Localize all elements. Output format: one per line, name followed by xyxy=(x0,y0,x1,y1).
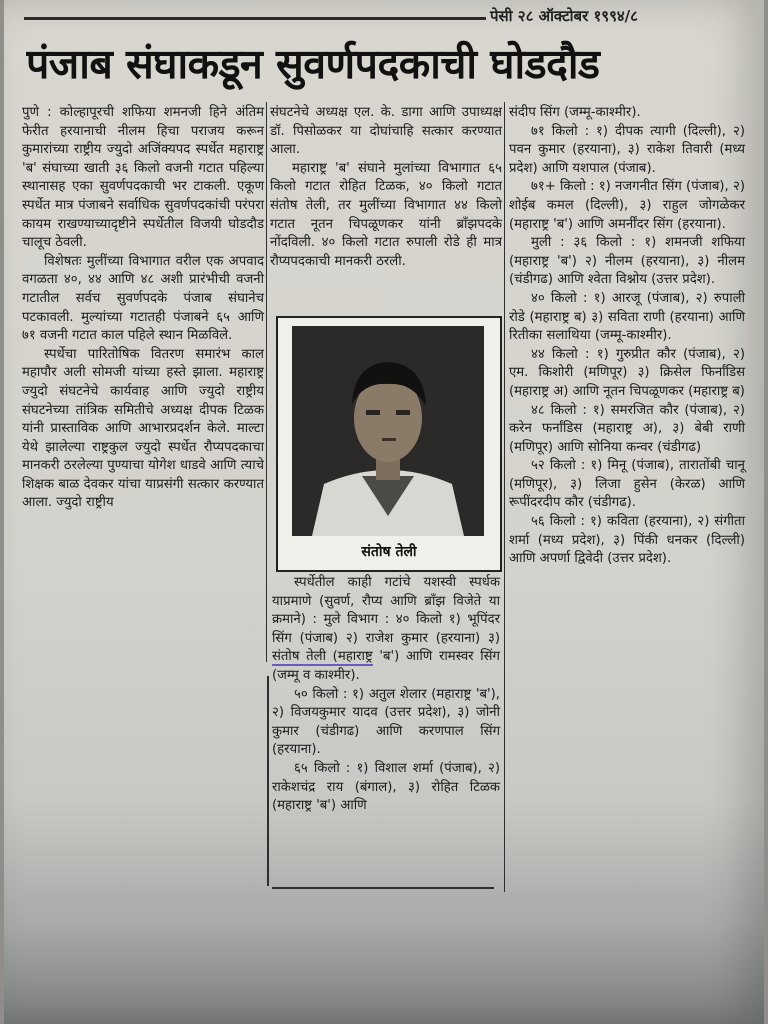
article-paragraph: ६५ किलो : १) विशाल शर्मा (पंजाब), २) राकेशचंद्र राय (बंगाल), ३) रोहित टिळक (महाराष्ट्र 'ब') आणि xyxy=(272,760,500,814)
results-intro: स्पर्धेतील काही गटांचे यशस्वी स्पर्धक याप्रमाणे (सुवर्ण, रौप्य आणि ब्रॉंझ विजेते या क्रमाने) : मुले विभाग : ४० किलो १) भूपिंदर सिंग (पंजाब) २) राजेश कुमार (हरयाना) ३) xyxy=(272,575,500,646)
column-rule-1 xyxy=(266,102,267,662)
dateline: पेसी २८ ऑक्टोबर १९९४/८ xyxy=(490,7,638,25)
article-paragraph: स्पर्धेचा पारितोषिक वितरण समारंभ काल महापौर अली सोमजी यांच्या हस्ते झाला. महाराष्ट्र ज्युदो संघटनेचे कार्यवाह आणि ज्युदो राष्ट्रीय संघटनेच्या तांत्रिक समितीचे अध्यक्ष दीपक टिळक यांनी प्रास्ताविक आणि आभारप्रदर्शन केले. माल्टा येथे झालेल्या राष्ट्रकुल ज्युदो स्पर्धेत रौप्यपदकाचा मानकरी ठरलेल्या पुण्याचा योगेश धाडवे आणि त्याचे शिक्षक बाळ देवकर यांचा याप्रसंगी सत्कार करण्यात आला. ज्युदो राष्ट्रीय xyxy=(22,346,264,511)
column-rule-3 xyxy=(267,676,269,886)
article-paragraph: ५२ किलो : १) मिनू (पंजाब), तारातोंबी चानू (मणिपूर), ३) लिजा हुसेन (केरळ) आणि रूपींदरदीप कौर (चंडीगढ). xyxy=(509,458,745,511)
photo-caption: संतोष तेली xyxy=(361,544,417,560)
photo-frame xyxy=(276,316,502,572)
article-column-2-bottom xyxy=(272,574,500,894)
headline: पंजाब संघाकडून सुवर्णपदकाची घोडदौड xyxy=(26,40,600,88)
article-paragraph: पुणे : कोल्हापूरची शफिया शमनजी हिने अंतिम फेरीत हरयानाची नीलम हिचा पराजय करून कुमारांच्या राष्ट्रीय ज्युदो अजिंक्यपद स्पर्धेत महाराष्ट्र 'ब' संघाच्या खाती ३६ किलो वजनी गटात पहिल्या स्थानासह एका सुवर्णपदकाची भर टाकली. एकूण स्पर्धेत मात्र पंजाबने सर्वाधिक सुवर्णपदकांची परंपरा कायम राखण्याच्यादृष्टीने स्पर्धेतील विजयी घोडदौड चालूच ठेवली. xyxy=(22,105,264,251)
article-paragraph: ४० किलो : १) आरजू (पंजाब), २) रुपाली रोडे (महाराष्ट्र ब) ३) सविता राणी (हरयाना) आणि रितीका सलाथिया (जम्मू-काश्मीर). xyxy=(509,290,745,344)
article-paragraph: ४४ किलो : १) गुरुप्रीत कौर (पंजाब), २) एम. किशोरी (मणिपूर) ३) क्रिसेल फिर्नांडिस (महाराष्ट्र अ) आणि नूतन चिपळूणकर (महाराष्ट्र ब) xyxy=(509,346,745,399)
article-paragraph xyxy=(272,574,500,686)
top-rule xyxy=(24,17,486,20)
article-paragraph: महाराष्ट्र 'ब' संघाने मुलांच्या विभागात ६५ किलो गटात रोहित टिळक, ४० किलो गटात संतोष तेली, तर मुलींच्या विभागात ४४ किलो गटात नूतन चिपळूणकर यांनी ब्रॉंझपदके नोंदविली. ४० किलो गटात रुपाली रोडे ही मात्र रौप्यपदकाची मानकरी ठरली. xyxy=(270,160,502,269)
article-column-2-top xyxy=(270,104,502,314)
article-paragraph: ५० किलो : १) अतुल शेलार (महाराष्ट्र 'ब'), २) विजयकुमार यादव (उत्तर प्रदेश), ३) जोनी कुमार (चंडीगढ) आणि करणपाल सिंग (हरयाना). xyxy=(272,686,500,758)
person-portrait-icon xyxy=(292,326,484,536)
article-paragraph: ४८ किलो : १) समरजित कौर (पंजाब), २) करेन फर्नांडिस (महाराष्ट्र अ), ३) बेबी राणी (मणिपूर) आणि सोनिया कन्वर (चंडीगढ) xyxy=(509,402,745,455)
article-paragraph: ५६ किलो : १) कविता (हरयाना), २) संगीता शर्मा (मध्य प्रदेश), ३) पिंकी धनकर (दिल्ली) आणि अपर्णा द्विवेदी (उत्तर प्रदेश). xyxy=(509,514,745,567)
article-paragraph: ७१ किलो : १) दीपक त्यागी (दिल्ली), २) पवन कुमार (हरयाना), ३) राकेश तिवारी (मध्य प्रदेश) आणि यशपाल (पंजाब). xyxy=(509,123,745,176)
newspaper-clipping xyxy=(4,0,764,1024)
article-paragraph: संघटनेचे अध्यक्ष एल. के. डागा आणि उपाध्यक्ष डॉ. पिसोळकर या दोघांचाहि सत्कार करण्यात आला. xyxy=(270,105,502,158)
portrait-photo xyxy=(292,326,484,536)
article-paragraph: ७१+ किलो : १) नजगनीत सिंग (पंजाब), २) शोईब कमल (दिल्ली), ३) राहुल जोगळेकर (महाराष्ट्र 'ब') आणि अमर्नींदर सिंग (हरयाना). xyxy=(509,179,745,232)
results-after: 'ब') आणि रामस्वर सिंग (जम्मू व काश्मीर). xyxy=(272,649,500,683)
article-paragraph: विशेषतः मुलींच्या विभागात वरील एक अपवाद वगळता ४०, ४४ आणि ४८ अशी प्रारंभीची वजनी गटातील सर्वच सुवर्णपदके पंजाब संघानेच पटकावली. मुल्यांच्या गटातही पंजाबने ६५ आणि ७१ वजनी गटात काल पहिले स्थान मिळविले. xyxy=(22,253,264,344)
article-paragraph: संदीप सिंग (जम्मू-काश्मीर). xyxy=(509,105,641,120)
article-column-1 xyxy=(22,104,264,684)
article-paragraph: मुली : ३६ किलो : १) शमनजी शफिया (महाराष्ट्र 'ब') २) नीलम (हरयाना), ३) नीलम (चंडीगढ) आणि श्वेता विश्नोय (उत्तर प्रदेश). xyxy=(509,235,745,288)
highlighted-name: संतोष तेली (महाराष्ट्र xyxy=(272,649,373,665)
article-column-3 xyxy=(509,104,745,784)
column-rule-2 xyxy=(504,102,505,892)
